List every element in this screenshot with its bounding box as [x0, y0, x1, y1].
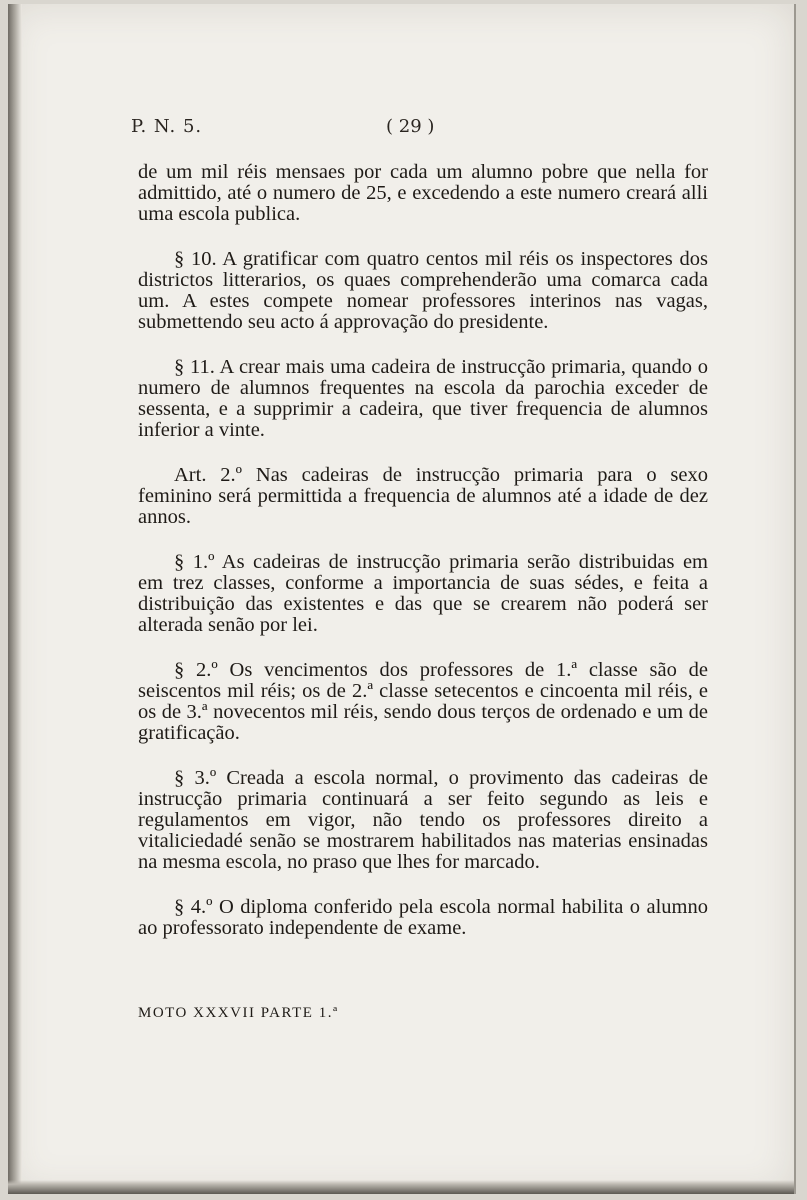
page-number: ( 29 ): [386, 116, 435, 137]
paragraph-section-3: § 3.º Creada a escola normal, o provimento das cadeiras de instrucção primaria continuará a ser feito segundo as leis e regulamentos em vigor, não tendo os professores direito a vitaliciedadé senão se mostrarem habilitados nas materias ensinadas na mesma escola, no praso que lhes for marcado.: [138, 767, 708, 873]
paragraph-continuation: de um mil réis mensaes por cada um alumno pobre que nella for admittido, até o numero de 25, e excedendo a este numero creará alli uma escola publica.: [138, 161, 708, 225]
page-body: [138, 162, 708, 963]
paragraph-section-1: § 1.º As cadeiras de instrucção primaria serão distribuidas em em trez classes, conforme a importancia de suas sédes, e feita a distribuição das existentes e das que se crearem não poderá ser alterada senão por lei.: [138, 551, 708, 636]
document-page: [8, 4, 796, 1194]
paragraph-article-2: Art. 2.º Nas cadeiras de instrucção primaria para o sexo feminino será permittida a frequencia de alumnos até a idade de dez annos.: [138, 464, 708, 528]
page-bottom-edge: [8, 1180, 794, 1194]
header-reference: P. N. 5.: [131, 116, 203, 137]
signature-line: MOTO XXXVII PARTE 1.ª: [138, 1005, 339, 1021]
binding-gutter: [8, 4, 22, 1194]
paragraph-section-11: § 11. A crear mais uma cadeira de instrucção primaria, quando o numero de alumnos frequentes na escola da parochia exceder de sessenta, e a supprimir a cadeira, que tiver frequencia de alumnos inferior a vinte.: [138, 356, 708, 441]
paragraph-section-2: § 2.º Os vencimentos dos professores de 1.ª classe são de seiscentos mil réis; os de 2.ª classe setecentos e cincoenta mil réis, e os de 3.ª novecentos mil réis, sendo dous terços de ordenado e um de gratificação.: [138, 659, 708, 744]
paragraph-section-4: § 4.º O diploma conferido pela escola normal habilita o alumno ao professorato independente de exame.: [138, 896, 708, 939]
paragraph-section-10: § 10. A gratificar com quatro centos mil réis os inspectores dos districtos litterarios, os quaes comprehenderão uma comarca cada um. A estes compete nomear professores interinos nas vagas, submettendo seu acto á approvação do presidente.: [138, 248, 708, 333]
